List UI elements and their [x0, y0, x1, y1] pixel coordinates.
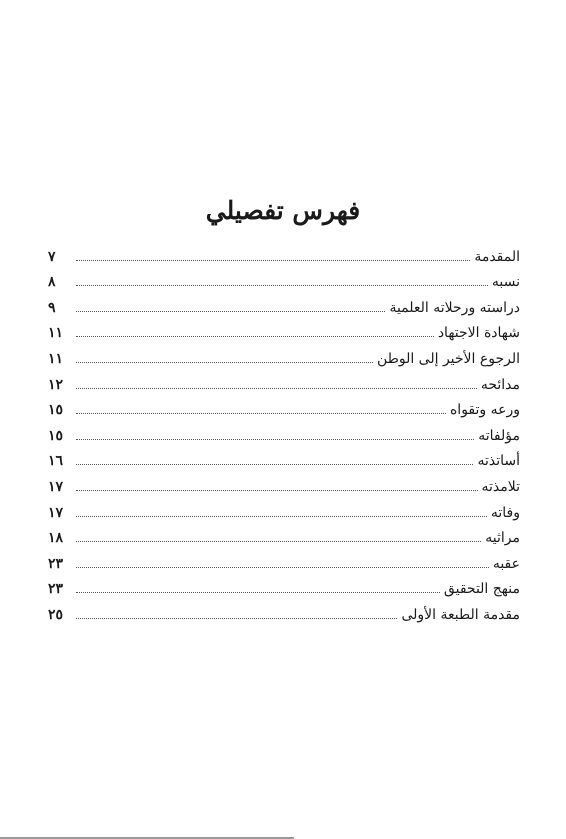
toc-entry[interactable] [48, 340, 520, 366]
dot-leader [76, 490, 478, 491]
toc-page-number: ١١ [48, 350, 64, 367]
toc-page-number: ١٥ [48, 427, 64, 444]
toc-entry[interactable] [48, 468, 520, 494]
toc-entry[interactable] [48, 520, 520, 546]
toc-entry[interactable] [48, 289, 520, 315]
dot-leader [76, 439, 474, 440]
toc-entry[interactable] [48, 571, 520, 597]
toc-entry[interactable] [48, 392, 520, 418]
toc-page-number: ٧ [48, 248, 56, 265]
dot-leader [76, 336, 434, 337]
dot-leader [76, 464, 473, 465]
toc-page-number: ٢٥ [48, 606, 64, 623]
dot-leader [76, 541, 481, 542]
toc-entry-label: مراثيه [485, 530, 520, 547]
toc-entry-label: نسبه [491, 274, 520, 291]
toc-entry-label: عقبه [492, 555, 520, 572]
page-title: فهرس تفصيلي [205, 196, 361, 225]
toc-entry[interactable] [48, 417, 520, 443]
toc-entry[interactable] [48, 238, 520, 264]
toc-entry-label: مقدمة الطبعة الأولى [401, 606, 520, 623]
toc-page-number: ٩ [48, 299, 56, 316]
toc-entry-label: مدائحه [480, 376, 520, 393]
dot-leader [76, 567, 489, 568]
toc-entry-label: منهج التحقيق [443, 581, 520, 598]
toc-page-number: ١٦ [48, 453, 64, 470]
toc-entry[interactable] [48, 264, 520, 290]
toc-page-number: ١١ [48, 325, 64, 342]
toc-page-number: ١٢ [48, 376, 64, 393]
toc-entry[interactable] [48, 494, 520, 520]
toc-entry-label: المقدمة [474, 248, 520, 265]
toc-page-number: ٢٣ [48, 555, 64, 572]
dot-leader [76, 311, 385, 312]
dot-leader [76, 413, 446, 414]
toc-entry-label: مؤلفاته [478, 427, 520, 444]
dot-leader [76, 285, 488, 286]
toc-entry-label: ورعه وتقواه [449, 402, 520, 419]
toc-entry[interactable] [48, 315, 520, 341]
toc-entry-label: الرجوع الأخير إلى الوطن [377, 350, 520, 367]
toc-page-number: ٢٣ [48, 581, 64, 598]
dot-leader [76, 516, 487, 517]
toc-entry-label: تلامذته [481, 478, 520, 495]
toc-page-number: ١٧ [48, 478, 64, 495]
toc-entry-label: وفاته [490, 504, 520, 521]
dot-leader [76, 592, 440, 593]
toc-entry[interactable] [48, 596, 520, 622]
toc-entry[interactable] [48, 366, 520, 392]
table-of-contents [48, 238, 520, 622]
toc-entry-label: أساتذته [477, 453, 520, 470]
dot-leader [76, 260, 470, 261]
toc-entry[interactable] [48, 443, 520, 469]
toc-page-number: ٨ [48, 274, 56, 291]
toc-page-number: ١٧ [48, 504, 64, 521]
toc-entry[interactable] [48, 545, 520, 571]
toc-page-number: ١٨ [48, 530, 64, 547]
dot-leader [76, 362, 373, 363]
dot-leader [76, 388, 477, 389]
toc-entry-label: شهادة الاجتهاد [437, 325, 520, 342]
dot-leader [76, 618, 397, 619]
toc-entry-label: دراسته ورحلاته العلمية [389, 299, 520, 316]
toc-page-number: ١٥ [48, 402, 64, 419]
